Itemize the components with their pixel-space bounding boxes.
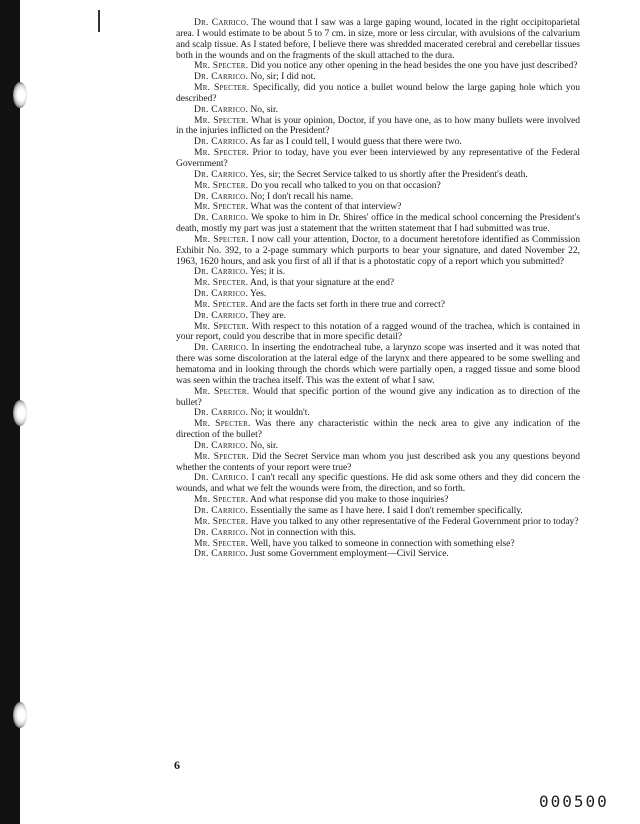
transcript-paragraph: [176, 452, 580, 474]
speaker-name: Mr. Specter.: [194, 320, 249, 332]
statement-text: No, sir; I did not.: [250, 71, 316, 83]
speaker-name: Dr. Carrico.: [194, 136, 249, 148]
statement-text: Just some Government employment—Civil Service.: [250, 548, 449, 560]
speaker-name: Dr. Carrico.: [194, 168, 249, 180]
statement-text: Yes.: [250, 288, 267, 300]
speaker-name: Mr. Specter.: [194, 418, 251, 430]
transcript-paragraph: [176, 116, 580, 138]
statement-text: As far as I could tell, I would guess that there were two.: [249, 136, 462, 148]
speaker-name: Dr. Carrico.: [194, 439, 249, 451]
speaker-name: Dr. Carrico.: [194, 212, 249, 224]
speaker-name: Dr. Carrico.: [194, 342, 249, 354]
speaker-name: Dr. Carrico.: [194, 71, 249, 83]
speaker-name: Dr. Carrico.: [194, 407, 249, 419]
transcript-paragraph: [176, 213, 580, 235]
corner-mark: [98, 10, 100, 32]
speaker-name: Mr. Specter.: [194, 277, 249, 289]
speaker-name: Mr. Specter.: [194, 298, 249, 310]
statement-text: Did the Secret Service man whom you just described ask you any questions beyond whether the contents of your report were true?: [176, 450, 580, 473]
speaker-name: Dr. Carrico.: [194, 17, 249, 28]
statement-text: No; I don't recall his name.: [250, 190, 354, 202]
speaker-name: Dr. Carrico.: [194, 266, 249, 278]
statement-text: What is your opinion, Doctor, if you have one, as to how many bullets were involved in the injuries inflicted on the President?: [176, 114, 580, 137]
speaker-name: Dr. Carrico.: [194, 190, 249, 202]
transcript-paragraph: [176, 419, 580, 441]
transcript-paragraph: [176, 18, 580, 61]
document-number: 000500: [539, 792, 609, 811]
speaker-name: Mr. Specter.: [194, 450, 250, 462]
transcript-paragraph: [176, 235, 580, 268]
speaker-name: Mr. Specter.: [194, 233, 249, 245]
statement-text: I can't recall any specific questions. He did ask some others and they did concern the wounds, and what we felt the wounds were from, the direction, and so forth.: [176, 472, 580, 495]
speaker-name: Dr. Carrico.: [194, 309, 249, 321]
speaker-name: Mr. Specter.: [194, 201, 249, 213]
transcript-paragraph: [176, 549, 580, 560]
statement-text: They are.: [250, 309, 287, 321]
statement-text: Not in connection with this.: [250, 526, 356, 538]
transcript-body: [176, 18, 580, 560]
speaker-name: Dr. Carrico.: [194, 288, 249, 300]
punch-hole-top: [13, 82, 27, 108]
statement-text: Essentially the same as I have here. I said I don't remember specifically.: [250, 504, 523, 516]
speaker-name: Mr. Specter.: [194, 147, 250, 159]
speaker-name: Mr. Specter.: [194, 515, 249, 527]
statement-text: In inserting the endotracheal tube, a larynzo scope was inserted and it was noted that there was some discoloration at the lateral edge of the larynx and there appeared to be some swelling and hematoma and in looking through the chords which were partially open, a ragged tissue and some blood was seen within the trachea itself. This was the extent of what I saw.: [176, 342, 580, 386]
transcript-paragraph: [176, 387, 580, 409]
statement-text: Did you notice any other opening in the head besides the one you have just described?: [250, 60, 578, 72]
statement-text: With respect to this notation of a ragged wound of the trachea, which is contained in your report, could you describe that in more specific detail?: [176, 320, 580, 343]
transcript-paragraph: [176, 343, 580, 386]
statement-text: What was the content of that interview?: [250, 201, 402, 213]
transcript-paragraph: [176, 83, 580, 105]
statement-text: Do you recall who talked to you on that occasion?: [250, 179, 441, 191]
transcript-paragraph: [176, 148, 580, 170]
speaker-name: Mr. Specter.: [194, 385, 250, 397]
statement-text: Specifically, did you notice a bullet wound below the large gaping hole which you described?: [176, 82, 580, 104]
statement-text: Have you talked to any other representative of the Federal Government prior to today?: [250, 515, 579, 527]
speaker-name: Dr. Carrico.: [194, 472, 249, 484]
speaker-name: Dr. Carrico.: [194, 526, 249, 538]
statement-text: And what response did you make to those inquiries?: [250, 494, 449, 506]
speaker-name: Mr. Specter.: [194, 494, 249, 506]
statement-text: And are the facts set forth in there true and correct?: [250, 298, 445, 310]
statement-text: The wound that I saw was a large gaping wound, located in the right occipitoparietal area. I would estimate to be about 5 to 7 cm. in size, more or less circular, with avulsions of the calvarium and scalp tissue. As I stated before, I believe there was shredded macerated cerebral and cerebellar tissues both in the wounds and on the fragments of the skull attached to the dura.: [176, 17, 580, 61]
statement-text: Yes, sir; the Secret Service talked to us shortly after the President's death.: [250, 168, 528, 180]
statement-text: And, is that your signature at the end?: [250, 277, 395, 289]
transcript-paragraph: [176, 322, 580, 344]
speaker-name: Mr. Specter.: [194, 179, 249, 191]
speaker-name: Mr. Specter.: [194, 60, 249, 72]
statement-text: No, sir.: [250, 103, 278, 115]
speaker-name: Mr. Specter.: [194, 537, 249, 549]
speaker-name: Dr. Carrico.: [194, 504, 249, 516]
statement-text: Would that specific portion of the wound give any indication as to direction of the bullet?: [176, 385, 580, 408]
statement-text: Was there any characteristic within the neck area to give any indication of the direction of the bullet?: [176, 418, 580, 441]
speaker-name: Dr. Carrico.: [194, 548, 249, 560]
statement-text: Prior to today, have you ever been interviewed by any representative of the Federal Government?: [176, 147, 580, 169]
speaker-name: Mr. Specter.: [194, 114, 249, 126]
statement-text: Well, have you talked to someone in connection with something else?: [250, 537, 515, 549]
statement-text: We spoke to him in Dr. Shires' office in the medical school concerning the President's death, mostly my part was just a statement that the written statement that I had submitted was true.: [176, 212, 580, 235]
punch-hole-bottom: [13, 702, 27, 728]
statement-text: Yes; it is.: [250, 266, 286, 278]
speaker-name: Mr. Specter.: [194, 82, 250, 94]
page-number: 6: [174, 758, 180, 772]
statement-text: No, sir.: [250, 439, 278, 451]
statement-text: No; it wouldn't.: [250, 407, 310, 419]
statement-text: I now call your attention, Doctor, to a document heretofore identified as Commission Exhibit No. 392, to a 2-page summary which purports to bear your signature, and dated November 22, 1963, 1620 hours, and ask you first of all if that is a photostatic copy of a report which you submitted?: [176, 233, 580, 267]
transcript-paragraph: [176, 473, 580, 495]
punch-hole-middle: [13, 400, 27, 426]
speaker-name: Dr. Carrico.: [194, 103, 249, 115]
